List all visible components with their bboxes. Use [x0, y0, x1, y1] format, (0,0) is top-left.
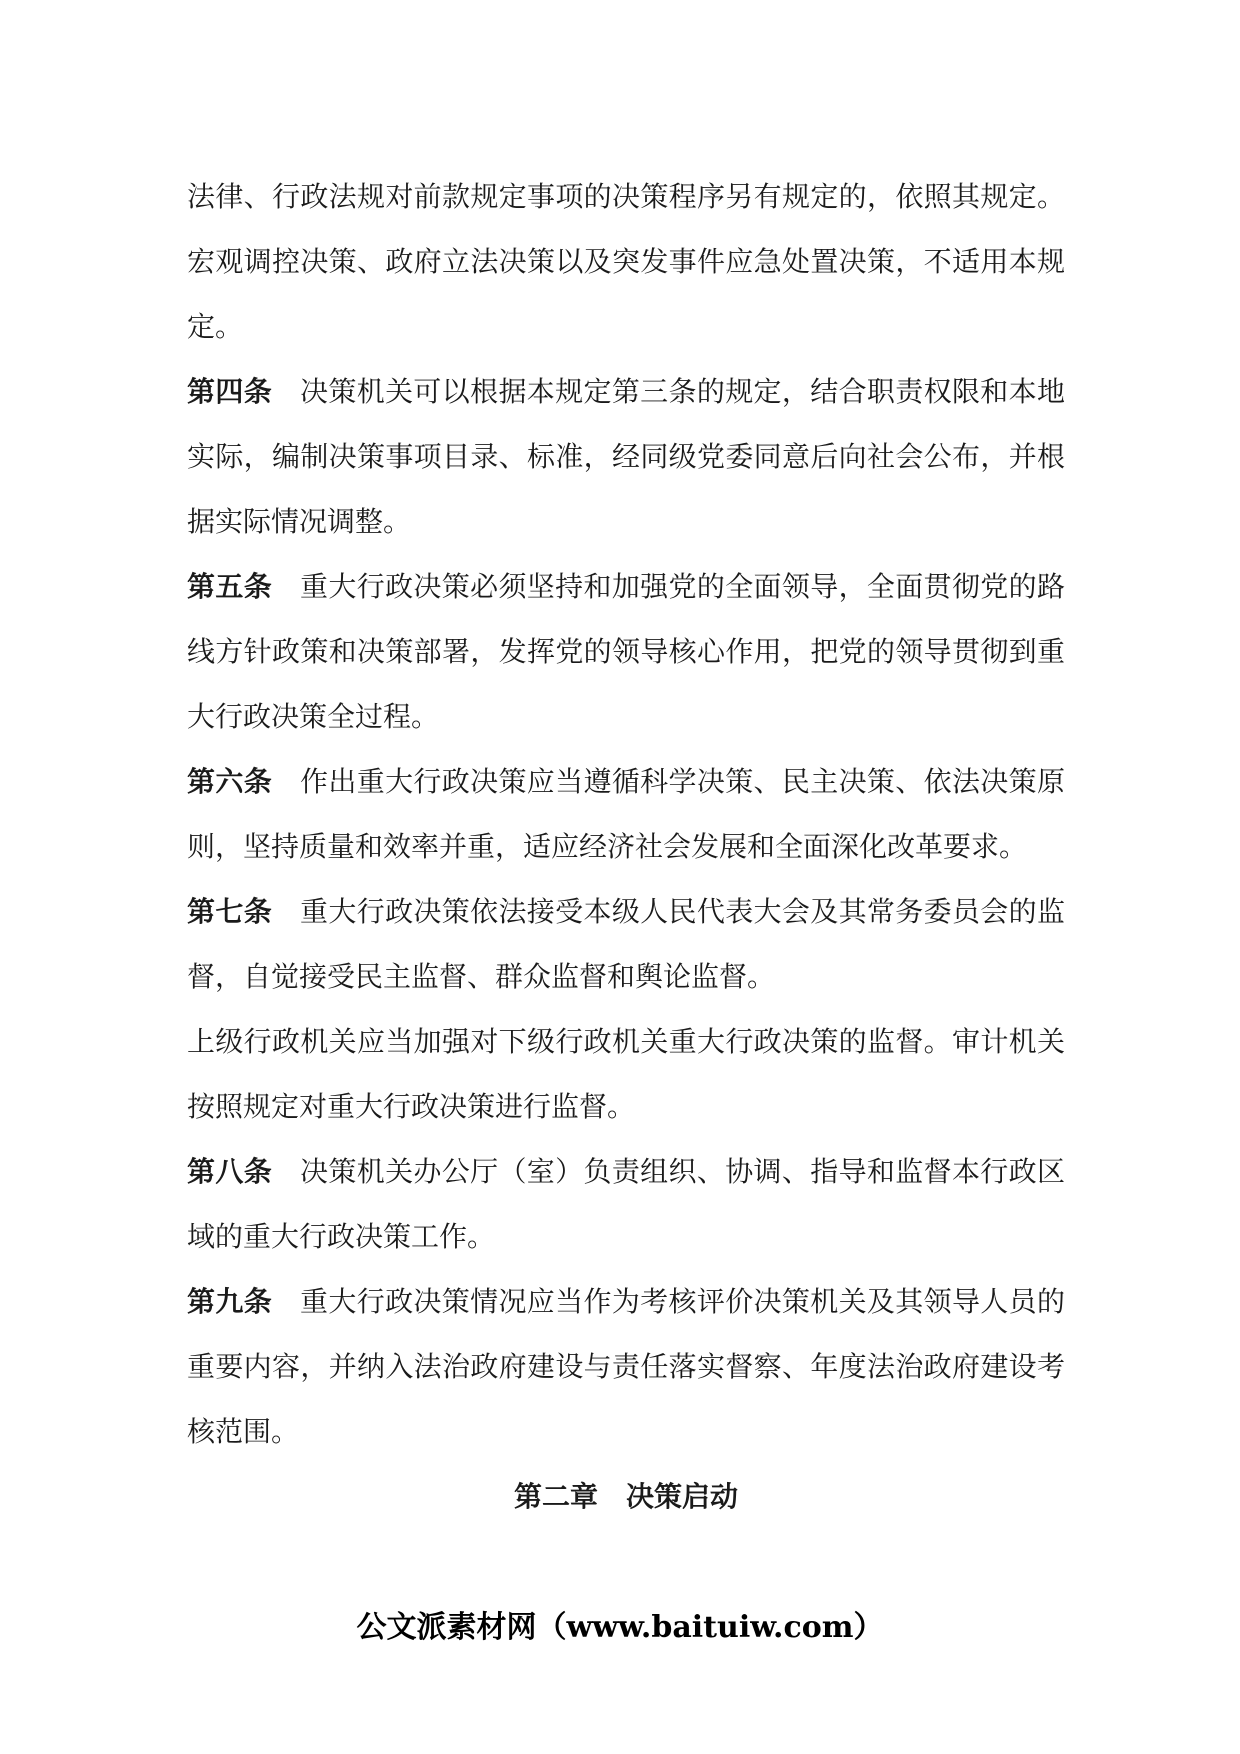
paragraph-text: 重大行政决策依法接受本级人民代表大会及其常务委员会的监督，自觉接受民主监督、群众监督和舆论监督。: [187, 895, 1065, 993]
article-number: 第八条: [187, 1155, 273, 1188]
footer-watermark: 公文派素材网（www.baituiw.com）: [356, 1610, 884, 1645]
paragraph-text: 作出重大行政决策应当遵循科学决策、民主决策、依法决策原则，坚持质量和效率并重，适应经济社会发展和全面深化改革要求。: [187, 765, 1065, 863]
article-9: [187, 1269, 1065, 1464]
article-6: [187, 749, 1065, 879]
chapter-heading: [187, 1464, 1065, 1529]
article-7: [187, 879, 1065, 1009]
paragraph-text: 上级行政机关应当加强对下级行政机关重大行政决策的监督。审计机关按照规定对重大行政决策进行监督。: [187, 1025, 1065, 1123]
article-5: [187, 554, 1065, 749]
document-body: [187, 164, 1065, 1529]
article-number: 第四条: [187, 375, 273, 408]
paragraph-text: 重大行政决策必须坚持和加强党的全面领导，全面贯彻党的路线方针政策和决策部署，发挥党的领导核心作用，把党的领导贯彻到重大行政决策全过程。: [187, 570, 1065, 733]
article-number: 第五条: [187, 570, 273, 603]
paragraph-continuation: [187, 164, 1065, 359]
article-number: 第七条: [187, 895, 273, 928]
article-8: [187, 1139, 1065, 1269]
chapter-number: 第二章: [513, 1480, 598, 1513]
paragraph-text: 重大行政决策情况应当作为考核评价决策机关及其领导人员的重要内容，并纳入法治政府建设与责任落实督察、年度法治政府建设考核范围。: [187, 1285, 1065, 1448]
article-number: 第九条: [187, 1285, 273, 1318]
paragraph-text: 决策机关办公厅（室）负责组织、协调、指导和监督本行政区域的重大行政决策工作。: [187, 1155, 1065, 1253]
article-7-paragraph-2: [187, 1009, 1065, 1139]
article-4: [187, 359, 1065, 554]
chapter-title: 决策启动: [626, 1480, 739, 1513]
paragraph-text: 法律、行政法规对前款规定事项的决策程序另有规定的，依照其规定。宏观调控决策、政府立法决策以及突发事件应急处置决策，不适用本规定。: [187, 180, 1065, 343]
article-number: 第六条: [187, 765, 273, 798]
paragraph-text: 决策机关可以根据本规定第三条的规定，结合职责权限和本地实际，编制决策事项目录、标准，经同级党委同意后向社会公布，并根据实际情况调整。: [187, 375, 1065, 538]
